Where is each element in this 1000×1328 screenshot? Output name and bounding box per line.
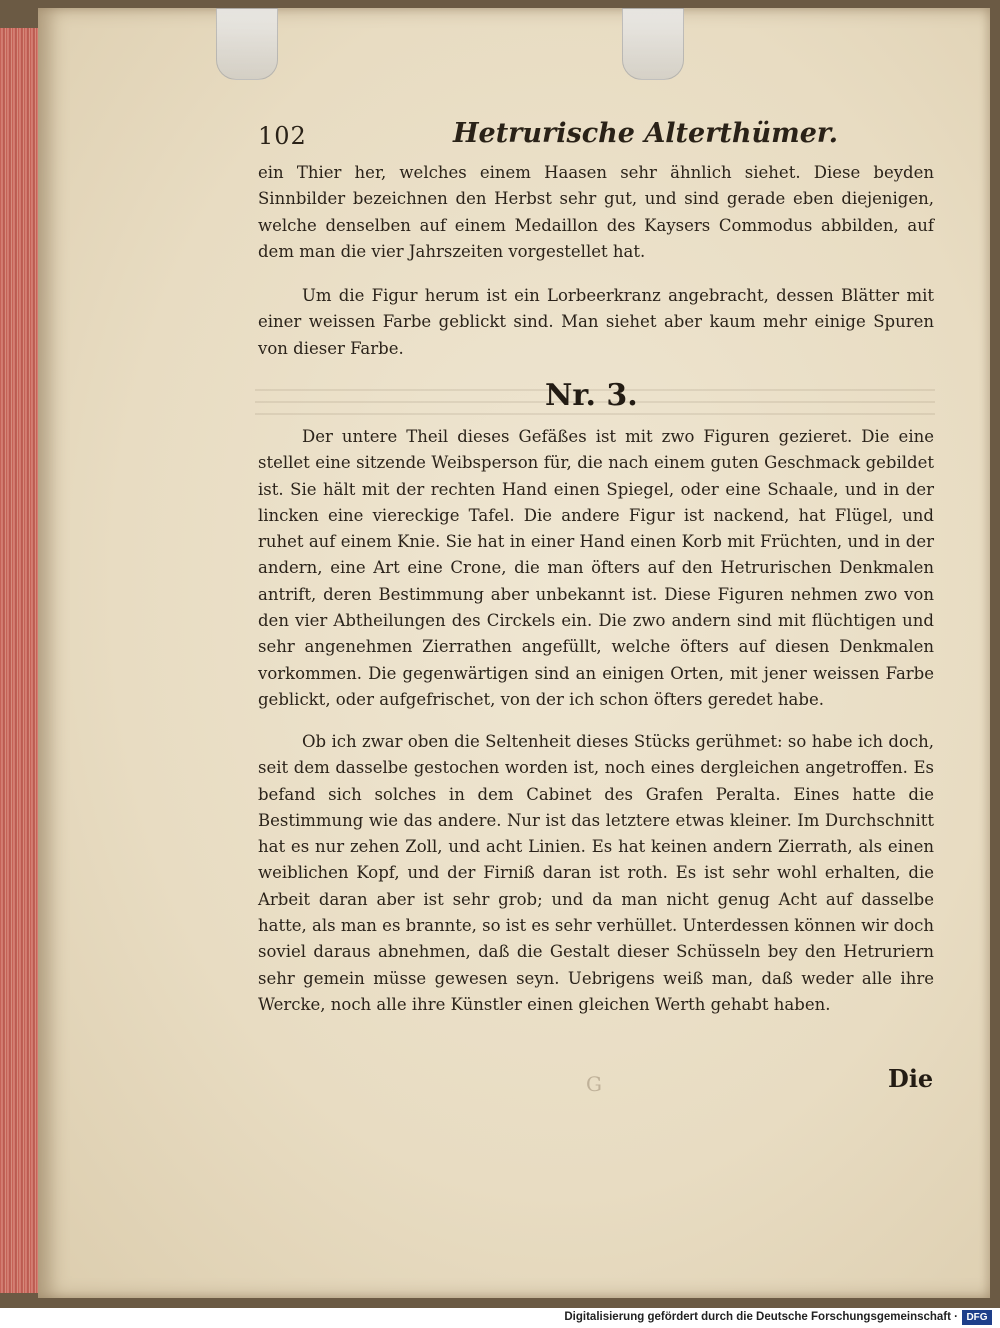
paragraph-1-text: ein Thier her, welches einem Haasen sehr ähnlich siehet. Diese beyden Sinnbilder bezeichnen den Herbst sehr gut, und sind gerade eben diejenigen, welche denselben auf einem Medaillon des Kaysers Commodus abbilden, auf dem man die vier Jahrszeiten vorgestellet hat. <box>258 163 934 261</box>
signature-mark: G <box>586 1072 602 1096</box>
paragraph-3 <box>258 424 934 713</box>
catchword: Die <box>888 1064 934 1093</box>
book-fore-edge <box>0 28 42 1293</box>
paragraph-2 <box>258 283 934 362</box>
running-title: Hetrurische Alterthümer. <box>453 118 839 149</box>
paragraph-3-text: Der untere Theil dieses Gefäßes ist mit zwo Figuren gezieret. Die eine stellet eine sitzende Weibsperson für, die nach einem guten Geschmack gebildet ist. Sie hält mit der rechten Hand einen Spiegel, oder eine Schaale, und in der lincken eine viereckige Tafel. Die andere Figur ist nackend, hat Flügel, und ruhet auf einem Knie. Sie hat in einer Hand einen Korb mit Früchten, und in der andern, eine Art eine Crone, die man öfters auf den Hetrurischen Denkmalen antrift, deren Bestimmung aber unbekannt ist. Diese Figuren nehmen zwo von den vier Abtheilungen des Circkels ein. Die zwo andern sind mit flüchtigen und sehr angenehmen Zierrathen angefüllt, welche öfters auf diesen Denkmalen vorkommen. Die gegenwärtigen sind an einigen Orten, mit jener weissen Farbe geblickt, oder aufgefrischet, von der ich schon öfters geredet habe. <box>258 427 934 709</box>
footer-credit: Digitalisierung gefördert durch die Deutsche Forschungsgemeinschaft · <box>564 1311 958 1323</box>
paragraph-4 <box>258 729 934 1018</box>
page-clip-right <box>622 8 684 80</box>
page-header <box>258 118 938 158</box>
paragraph-4-text: Ob ich zwar oben die Seltenheit dieses Stücks gerühmet: so habe ich doch, seit dem dasselbe gestochen worden ist, noch eines dergleichen angetroffen. Es befand sich solches in dem Cabinet des Grafen Peralta. Eines hatte die Bestimmung wie das andere. Nur ist das letztere etwas kleiner. Im Durchschnitt hat es nur zehen Zoll, und acht Linien. Es hat keinen andern Zierrath, als einen weiblichen Kopf, und der Firniß daran ist roth. Es ist sehr wohl erhalten, die Arbeit daran aber ist sehr grob; und da man nicht genug Acht auf dasselbe hatte, als man es brannte, so ist es sehr verhüllet. Unterdessen können wir doch soviel daraus abnehmen, daß die Gestalt dieser Schüsseln bey den Hetruriern sehr gemein müsse gewesen seyn. Uebrigens weiß man, daß weder alle ihre Wercke, noch alle ihre Künstler einen gleichen Werth gehabt haben. <box>258 732 934 1014</box>
paragraph-2-text: Um die Figur herum ist ein Lorbeerkranz angebracht, dessen Blätter mit einer weissen Farbe geblickt sind. Man siehet aber kaum mehr einige Spuren von dieser Farbe. <box>258 286 934 358</box>
page-number: 102 <box>258 122 307 150</box>
page-clip-left <box>216 8 278 80</box>
dfg-logo-icon: DFG <box>962 1310 992 1325</box>
paragraph-1 <box>258 160 934 265</box>
section-heading: Nr. 3. <box>545 378 638 413</box>
